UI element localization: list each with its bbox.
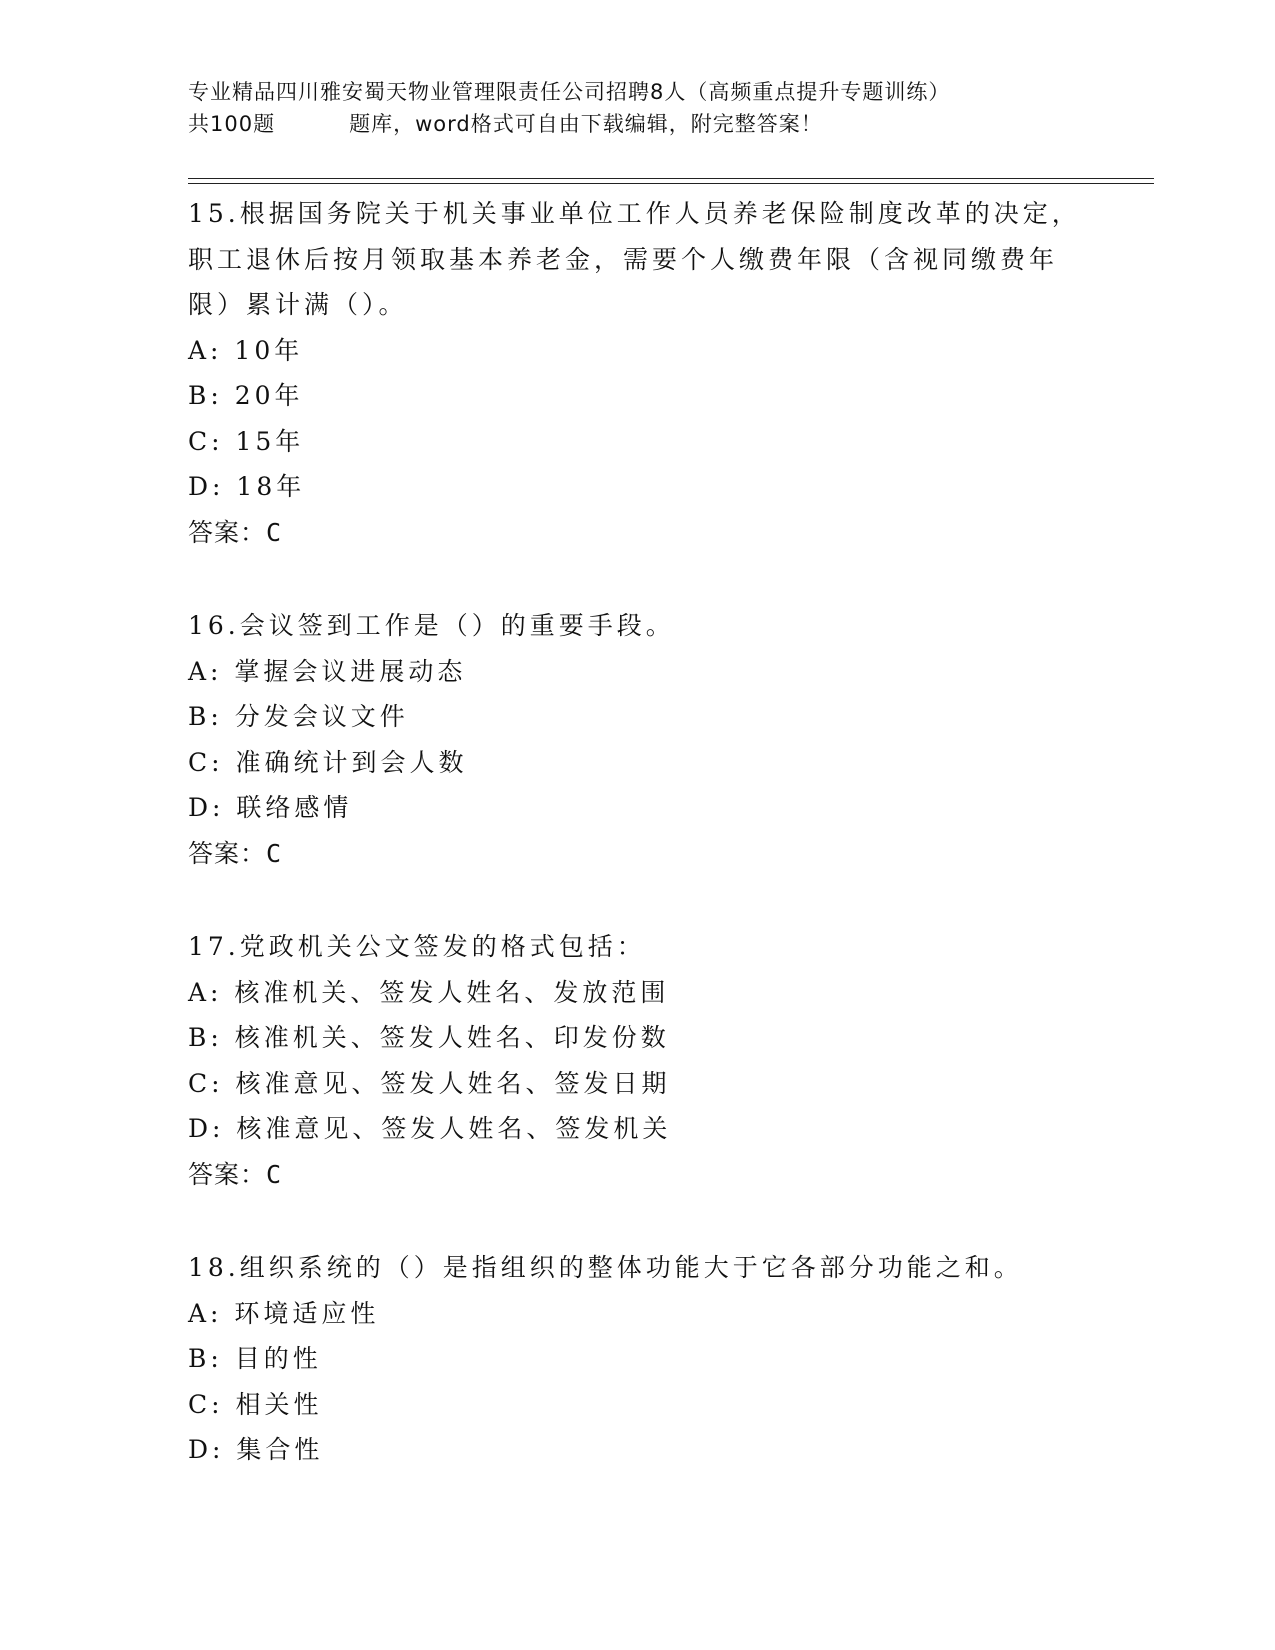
answer-value: C bbox=[266, 517, 283, 547]
answer-value: C bbox=[266, 1159, 283, 1189]
option-a: A: 环境适应性 bbox=[188, 1298, 380, 1328]
option-b: B: 核准机关、签发人姓名、印发份数 bbox=[188, 1023, 670, 1052]
question-list bbox=[188, 191, 1088, 1473]
option-d: D: 核准意见、签发人姓名、签发机关 bbox=[188, 1114, 672, 1143]
header-question-count: 共100题 bbox=[188, 112, 276, 136]
answer-label: 答案： bbox=[188, 1159, 267, 1189]
document-header bbox=[188, 76, 1088, 140]
header-divider-top bbox=[188, 178, 1154, 179]
question-stem-line: 18.组织系统的（）是指组织的整体功能大于它各部分功能之和。 bbox=[188, 1253, 1023, 1282]
header-subtitle bbox=[188, 108, 1088, 140]
question-16 bbox=[188, 603, 1088, 876]
question-stem-line: 16.会议签到工作是（）的重要手段。 bbox=[188, 611, 675, 640]
question-stem-line: 15.根据国务院关于机关事业单位工作人员养老保险制度改革的决定， bbox=[188, 199, 1081, 228]
option-b: B: 20年 bbox=[188, 381, 304, 410]
option-d: D: 集合性 bbox=[188, 1435, 324, 1464]
question-stem-line: 17.党政机关公文签发的格式包括： bbox=[188, 932, 646, 961]
option-d: D: 18年 bbox=[188, 472, 306, 501]
answer-line bbox=[188, 1152, 1088, 1198]
option-a: A: 10年 bbox=[188, 335, 304, 365]
answer-value: C bbox=[266, 838, 283, 868]
option-c: C: 准确统计到会人数 bbox=[188, 747, 468, 777]
option-a: A: 掌握会议进展动态 bbox=[188, 656, 467, 686]
question-17 bbox=[188, 924, 1088, 1197]
header-divider-bottom bbox=[188, 183, 1154, 184]
question-15 bbox=[188, 191, 1088, 555]
answer-line bbox=[188, 831, 1088, 877]
option-c: C: 相关性 bbox=[188, 1389, 323, 1419]
option-b: B: 目的性 bbox=[188, 1344, 322, 1373]
answer-label: 答案： bbox=[188, 517, 267, 547]
question-18 bbox=[188, 1245, 1088, 1473]
option-b: B: 分发会议文件 bbox=[188, 702, 409, 731]
option-c: C: 15年 bbox=[188, 426, 305, 456]
answer-line bbox=[188, 510, 1088, 556]
question-stem-line: 限）累计满（）。 bbox=[188, 290, 408, 319]
option-c: C: 核准意见、签发人姓名、签发日期 bbox=[188, 1068, 671, 1098]
header-title: 专业精品四川雅安蜀天物业管理限责任公司招聘8人（高频重点提升专题训练） bbox=[188, 80, 951, 104]
answer-label: 答案： bbox=[188, 838, 267, 868]
question-stem-line: 职工退休后按月领取基本养老金，需要个人缴费年限（含视同缴费年 bbox=[188, 244, 1059, 274]
option-a: A: 核准机关、签发人姓名、发放范围 bbox=[188, 977, 670, 1007]
option-d: D: 联络感情 bbox=[188, 793, 353, 822]
header-format-note: 题库，word格式可自由下载编辑，附完整答案！ bbox=[349, 112, 823, 136]
